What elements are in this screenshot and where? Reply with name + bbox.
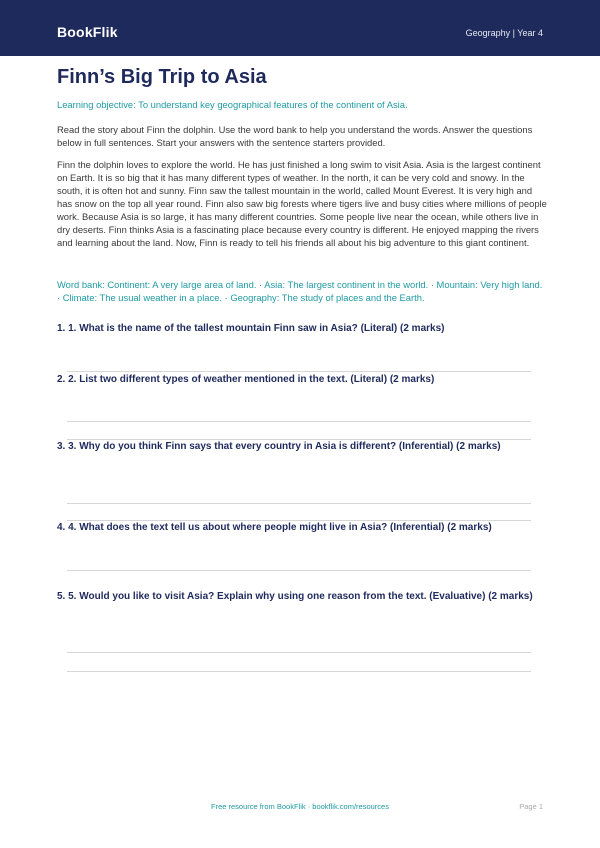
footer-resource-link[interactable]: Free resource from BookFlik · bookflik.com/resources	[211, 802, 389, 811]
header-bar	[0, 0, 600, 56]
answer-line[interactable]	[67, 570, 531, 571]
question-2: 2. 2. List two different types of weather mentioned in the text. (Literal) (2 marks)	[57, 374, 435, 385]
subject-year-label: Geography | Year 4	[465, 28, 543, 38]
answer-line[interactable]	[67, 652, 531, 653]
brand-logo-text[interactable]: BookFlik	[57, 24, 118, 40]
answer-line[interactable]	[67, 371, 531, 372]
answer-line[interactable]	[67, 503, 531, 504]
question-4: 4. 4. What does the text tell us about where people might live in Asia? (Inferential) (2 marks)	[57, 522, 492, 533]
learning-objective: Learning objective: To understand key geographical features of the continent of Asia.	[57, 99, 408, 110]
page-number: Page 1	[519, 802, 543, 811]
instructions-paragraph: Read the story about Finn the dolphin. Use the word bank to help you understand the words. Answer the questions below in full sentences. Start your answers with the sentence starters provided.	[57, 124, 533, 148]
question-1: 1. 1. What is the name of the tallest mountain Finn saw in Asia? (Literal) (2 marks)	[57, 323, 445, 334]
question-5: 5. 5. Would you like to visit Asia? Explain why using one reason from the text. (Evaluative) (2 marks)	[57, 591, 533, 602]
word-bank: Word bank: Continent: A very large area of land. · Asia: The largest continent in the world. · Mountain: Very high land. · Climate: The usual weather in a place. · Geography: The study of places and the Earth.	[57, 279, 543, 303]
page-title: Finn’s Big Trip to Asia	[57, 66, 267, 88]
answer-line[interactable]	[67, 421, 531, 422]
answer-line[interactable]	[67, 671, 531, 672]
question-3: 3. 3. Why do you think Finn says that every country in Asia is different? (Inferential) (2 marks)	[57, 441, 501, 452]
story-paragraph: Finn the dolphin loves to explore the world. He has just finished a long swim to visit Asia. Asia is the largest continent on Earth. It is so big that it has many different types of weather. In the north, it can be very cold and snowy. In the south, it is often hot and sunny. Finn saw the tallest mountain in the world, called Mount Everest. It is very high and has snow on the top all year round. Finn also saw big forests where tigers live and busy cities where millions of people work. Because Asia is so large, it has many different countries. Some people live near the ocean, while others live in dry deserts. Finn thinks Asia is a fascinating place because every country is different. He enjoyed mapping the rivers and learning about the land. Now, Finn is ready to tell his friends all about his big adventure to this giant continent.	[57, 159, 547, 248]
